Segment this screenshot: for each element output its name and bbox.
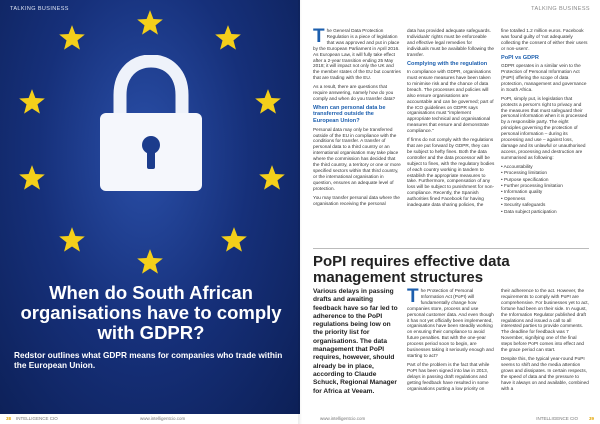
paragraph: If firms do not comply with the regulations that are put forward by GDPR, they can be subject to hefty fines. Both the data controller and the data processor will be subject to fines, with the regulatory bodies of each country working in tandem to establish the appropriate measures to take. Furthermore, compensation of any loss will be subject to punishment for non-compliance. Recently, the Spanish authorities fined Facebook for having inadequate data sharing policies, the bbox=[407, 137, 495, 208]
padlock-icon bbox=[98, 55, 204, 193]
star-icon bbox=[58, 24, 86, 52]
star-icon bbox=[220, 226, 248, 254]
right-headline: PoPI requires effective data management structures bbox=[313, 253, 510, 286]
list-item: • Openness bbox=[501, 195, 526, 201]
paragraph: You may transfer personal data where the organisation receiving the personal bbox=[313, 194, 400, 206]
paragraph: he General Data Protection Regulation is a piece of legislation that was approved and put in place by the European Parliament in April 2016. As European Law, it will fully take effect after a 2-year transition ending 25 May 2018; it will impact not only the UK and the member states of the EU but countries that are trading with the EU. bbox=[313, 28, 401, 81]
list-item: • Security safeguards bbox=[501, 202, 546, 208]
star-icon bbox=[18, 88, 46, 116]
article-column-1 bbox=[313, 28, 401, 244]
star-icon bbox=[136, 9, 164, 37]
star-icon bbox=[214, 24, 242, 52]
dropcap: T bbox=[407, 288, 419, 307]
principles-list bbox=[501, 164, 589, 215]
paragraph: Personal data may only be transferred outside of the EU in compliance with the conditions for transfer. A transfer of personal data to a third country or an international organisation may take place where the commission has decided that the third country, a territory or one or more specified sectors within that third country, or the international organisation in question, ensures an adequate level of protection. bbox=[313, 126, 401, 191]
list-item: • Processing limitation bbox=[501, 170, 547, 176]
spine-shadow bbox=[298, 0, 302, 424]
paragraph: Despite this, the typical year-round PoPI seems to shift and the media attention grows and dissipates. In certain respects, the speed of data and the pressure to have it always on and available, combined with a bbox=[501, 355, 589, 391]
star-icon bbox=[254, 88, 282, 116]
paragraph: fine totalled 1.2 million euros. Facebook was found guilty of 'not adequately collecting the consent of either their users or non-users'. bbox=[501, 28, 588, 51]
paragraph: As a result, there are questions that require answering, namely how do you comply and when do you transfer data? bbox=[313, 84, 396, 101]
paragraph: PoPI, simply put, is legislation that protects a person's right to privacy and the measures that must safeguard their personal information when it is processed by a responsible party. The eight principles governing the protection of personal information – during its processing and use – against loss, damage and its unlawful or unauthorised access, processing and destruction are summarised as following: bbox=[501, 95, 588, 160]
paragraph: he Protection of Personal Information Act (PoPI) will fundamentally change how companies store, process and use personal customer data. And even though it has not yet officially been implemented, organisations have been steadily working on ensuring their compliance to avoid future penalties. But with the one-year process period soon to begin, are businesses taking it seriously enough and starting to act? bbox=[407, 288, 494, 358]
dropcap: T bbox=[313, 28, 325, 47]
folio-url[interactable]: www.intelligentcio.com bbox=[140, 416, 186, 421]
star-icon bbox=[136, 248, 164, 276]
subheading: PoPI vs GDPR bbox=[501, 54, 539, 61]
star-icon bbox=[258, 164, 286, 192]
list-item: • Purpose specification bbox=[501, 176, 549, 182]
folio-brand: INTELLIGENCE CIO bbox=[16, 416, 58, 421]
article-column-3 bbox=[501, 28, 589, 244]
page-number: 39 bbox=[588, 416, 594, 421]
subheading: When can personal data be transferred outside the European Union? bbox=[313, 104, 386, 125]
subheading: Complying with the regulation bbox=[407, 60, 488, 67]
paragraph: data has provided adequate safeguards. Individuals' rights must be enforceable and effective legal remedies for individuals must be available following the transfer. bbox=[407, 28, 495, 57]
left-standfirst: Redstor outlines what GDPR means for companies who trade within the European Union. bbox=[14, 350, 283, 370]
divider bbox=[313, 248, 589, 249]
section-tag: TALKING BUSINESS bbox=[531, 6, 590, 12]
page-number: 38 bbox=[6, 416, 12, 421]
paragraph: their adherence to the act. However, the requirements to comply with PoPI are comprehensive. For businesses yet to act, fortune had been on their side. In August, the Information Regulator published draft regulations and issued a call to all interested parties to provide comments. The deadline for feedback was 7 November, signifying one of the final steps before PoPI comes into effect and the grace period can start. bbox=[501, 288, 589, 353]
right-page bbox=[300, 0, 600, 424]
star-icon bbox=[58, 226, 86, 254]
folio-url[interactable]: www.intelligentcio.com bbox=[320, 416, 366, 421]
list-item: • Further processing limitation bbox=[501, 182, 563, 188]
star-icon bbox=[18, 164, 46, 192]
article-column-5 bbox=[407, 288, 495, 410]
paragraph: In compliance with GDPR, organisations must ensure measures have been taken to minimise risk and the chance of data breach. The processes and policies will also ensure organisations are accountable and can be governed; part of the ICO guidelines on GDPR says organisations must "implement appropriate technical and organisational measures that ensure and demonstrate compliance." bbox=[407, 69, 494, 134]
paragraph: Part of the problem is the fact that while PoPI has been signed into law in 2013, delays in passing draft regulations and getting feedback have resulted in some organisations putting a low priority on bbox=[407, 361, 490, 391]
section-tag: TALKING BUSINESS bbox=[10, 6, 69, 12]
list-item: • Accountability bbox=[501, 163, 533, 169]
folio-brand: INTELLIGENCE CIO bbox=[536, 416, 578, 421]
list-item: • Information quality bbox=[501, 189, 543, 195]
left-headline: When do South African organisations have to comply with GDPR? bbox=[20, 282, 282, 343]
paragraph: GDPR operates in a similar vein to the Protection of Personal Information Act (PoPI) offering the scope of data protection, management and governance in South Africa. bbox=[501, 63, 587, 92]
article-column-2 bbox=[407, 28, 495, 244]
pull-quote: Various delays in passing drafts and awaiting feedback have so far led to adherence to the PoPI regulations being low on the priority list for organisations. The data management that PoPI requires, however, should already be in place, according to Claude Schuck, Regional Manager for Africa at Veeam. bbox=[313, 288, 398, 395]
article-column-6 bbox=[501, 288, 589, 410]
list-item: • Data subject participation bbox=[501, 208, 557, 214]
